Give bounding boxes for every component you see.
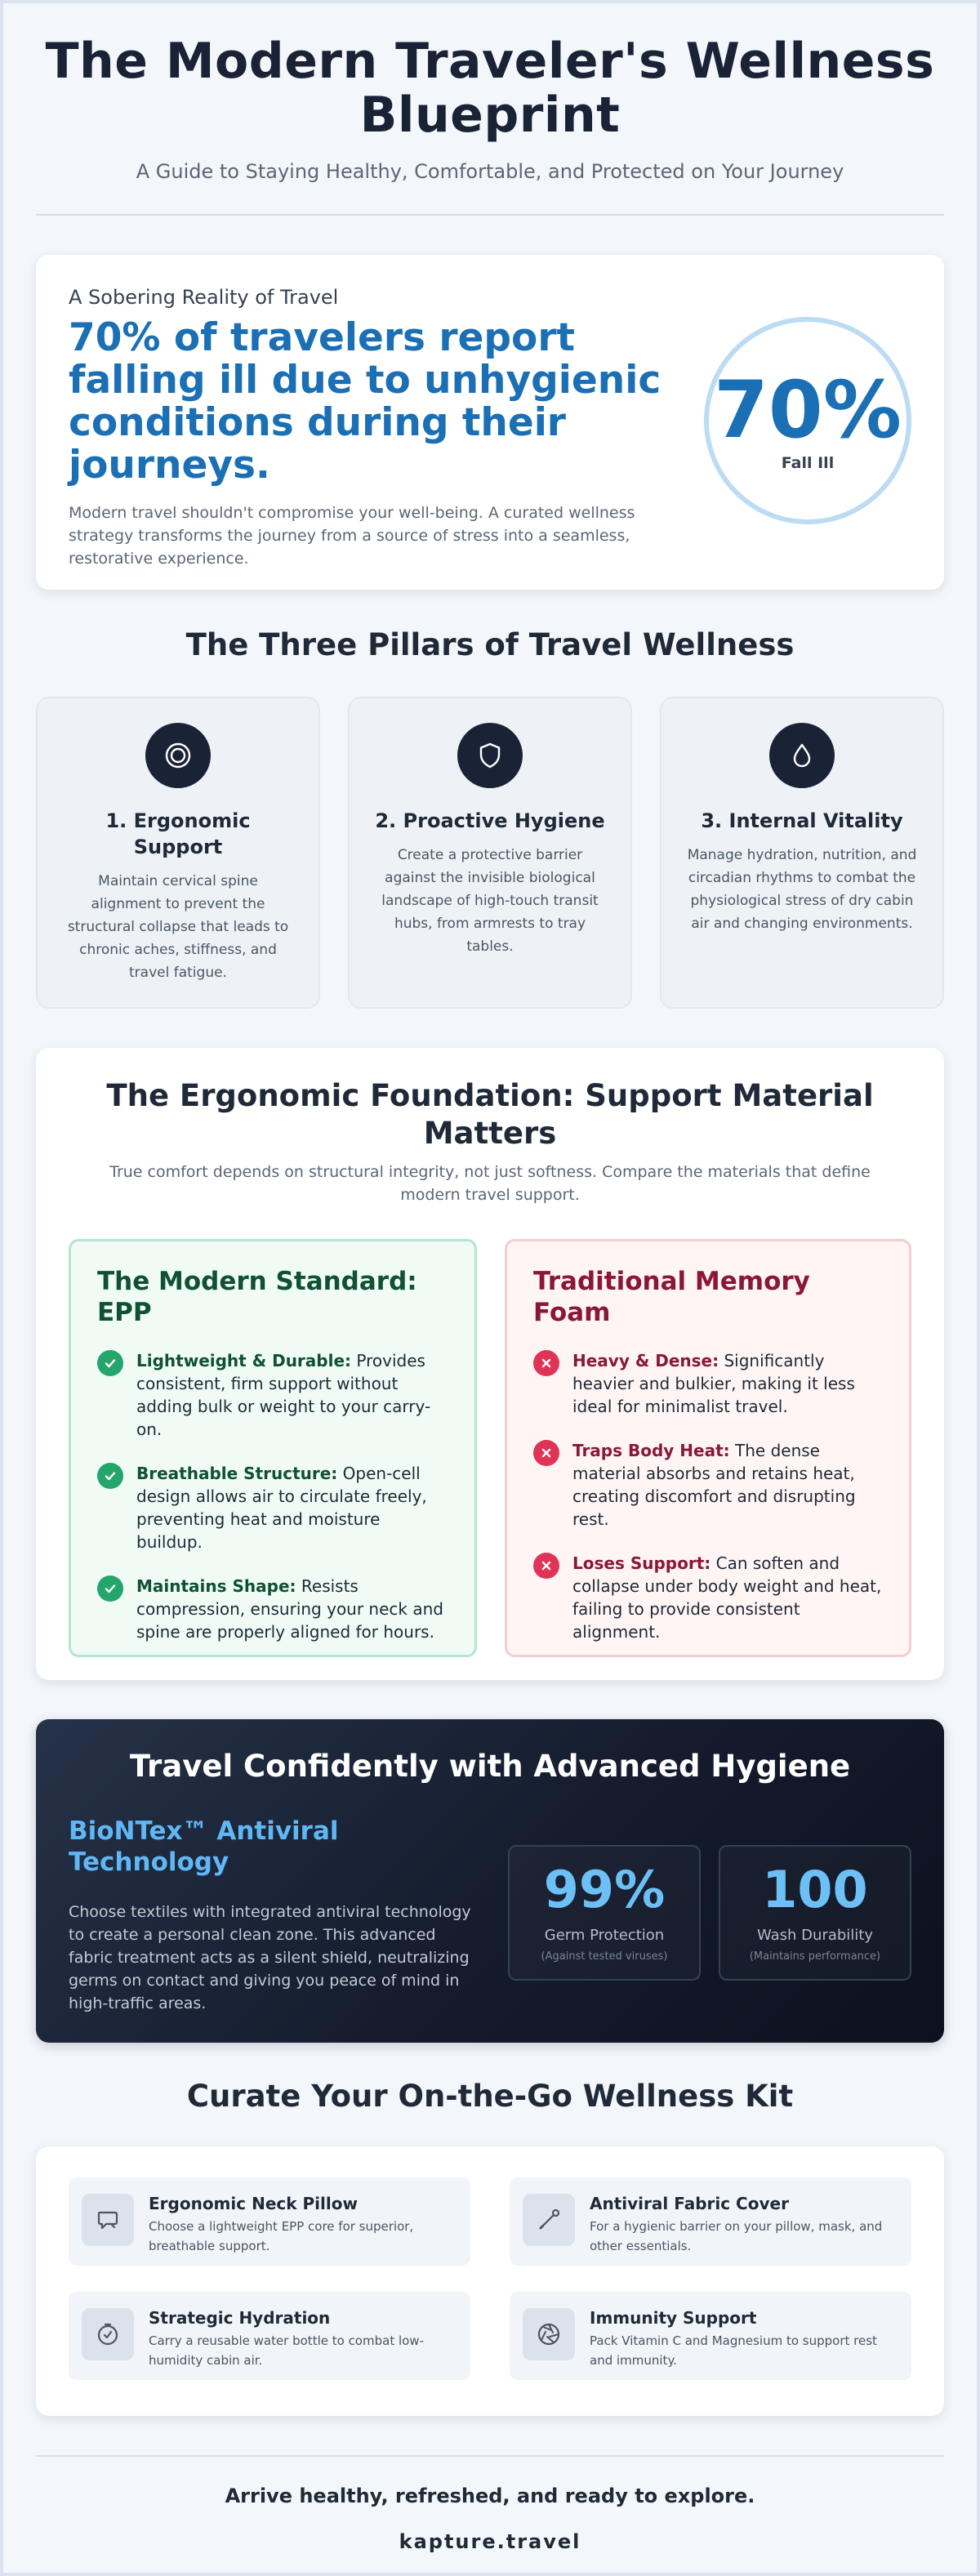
aperture-icon bbox=[523, 2308, 575, 2360]
stat-card bbox=[36, 255, 944, 590]
ergonomic-section bbox=[36, 1048, 944, 1680]
kit-item bbox=[510, 2177, 911, 2266]
kit-item-desc: Pack Vitamin C and Magnesium to support rest and immunity. bbox=[590, 2333, 877, 2368]
wellness-kit bbox=[36, 2146, 944, 2416]
con-point-body: The dense material absorbs and retains heat, creating discomfort and disrupting rest. bbox=[572, 1441, 856, 1529]
kit-item-name: Antiviral Fabric Cover bbox=[590, 2194, 789, 2213]
metric-note: (Maintains performance) bbox=[749, 1950, 881, 1963]
pillow-icon bbox=[82, 2194, 134, 2246]
pro-point-body: Resists compression, ensuring your neck and spine are properly aligned for hours. bbox=[136, 1576, 443, 1642]
con-point-title: Heavy & Dense: bbox=[572, 1351, 719, 1370]
hygiene-section bbox=[36, 1719, 944, 2043]
water-bottle-icon bbox=[82, 2308, 134, 2360]
hygiene-subtitle: BioNTex™ Antiviral Technology bbox=[69, 1816, 339, 1877]
metric-value: 99% bbox=[543, 1860, 666, 1919]
x-icon bbox=[533, 1553, 559, 1579]
stat-eyebrow: A Sobering Reality of Travel bbox=[69, 286, 339, 309]
kit-title: Curate Your On-the-Go Wellness Kit bbox=[186, 2079, 794, 2114]
kit-item-text bbox=[590, 2308, 898, 2368]
metric-label: Germ Protection bbox=[544, 1927, 665, 1944]
kit-item-name: Ergonomic Neck Pillow bbox=[149, 2194, 358, 2213]
metric-value: 100 bbox=[762, 1860, 868, 1919]
con-point-body: Can soften and collapse under body weight and heat, failing to provide consistent alignment. bbox=[572, 1553, 882, 1642]
con-point bbox=[533, 1349, 883, 1418]
kit-item bbox=[69, 2292, 470, 2380]
page-title: The Modern Traveler's Wellness Blueprint bbox=[45, 33, 935, 144]
kit-item-text bbox=[149, 2308, 457, 2368]
hygiene-description bbox=[69, 1816, 477, 2015]
pillar-vitality bbox=[660, 697, 944, 1009]
memory-foam-title: Traditional Memory Foam bbox=[533, 1267, 810, 1327]
material-comparison bbox=[69, 1239, 911, 1657]
check-icon bbox=[97, 1350, 123, 1376]
pro-point-text bbox=[136, 1349, 448, 1441]
check-icon bbox=[97, 1575, 123, 1602]
page-subtitle: A Guide to Staying Healthy, Comfortable, and Protected on Your Journey bbox=[136, 160, 844, 183]
kit-item bbox=[510, 2292, 911, 2380]
epp-column bbox=[69, 1239, 477, 1657]
footer-brand: kapture.travel bbox=[399, 2530, 581, 2553]
hygiene-body: Choose textiles with integrated antiviral technology to create a personal clean zone. This advanced fabric treatment acts as a silent shield, neutralizing germs on contact and giving you peace of mind in high-traffic areas. bbox=[69, 1903, 471, 2012]
kit-item-desc: Carry a reusable water bottle to combat low-humidity cabin air. bbox=[149, 2333, 424, 2368]
pillars bbox=[36, 697, 944, 1009]
pro-point-title: Maintains Shape: bbox=[136, 1576, 296, 1596]
con-point-body: Significantly heavier and bulkier, making it less ideal for minimalist travel. bbox=[572, 1351, 855, 1416]
stat-circle-label: Fall Ill bbox=[781, 454, 835, 472]
header-divider bbox=[36, 214, 944, 216]
pro-point-title: Breathable Structure: bbox=[136, 1464, 338, 1483]
stat-headline: 70% of travelers report falling ill due to unhygienic conditions during their journeys. bbox=[69, 315, 662, 488]
con-point-text bbox=[572, 1552, 883, 1643]
memory-foam-column bbox=[505, 1239, 911, 1657]
shield-icon bbox=[457, 723, 523, 788]
con-point-text bbox=[572, 1349, 883, 1418]
pro-point-text bbox=[136, 1575, 448, 1643]
pillars-title: The Three Pillars of Travel Wellness bbox=[185, 627, 795, 662]
pillar-hygiene bbox=[348, 697, 632, 1009]
epp-title: The Modern Standard: EPP bbox=[97, 1267, 417, 1327]
pro-point bbox=[97, 1575, 448, 1643]
pro-point-text bbox=[136, 1462, 448, 1553]
metric-wash-durability bbox=[719, 1845, 911, 1981]
x-icon bbox=[533, 1440, 559, 1466]
ergonomic-subtitle: True comfort depends on structural integrity, not just softness. Compare the materials that define modern travel support. bbox=[109, 1163, 871, 1204]
con-point-title: Loses Support: bbox=[572, 1553, 711, 1573]
pro-point-body: Provides consistent, firm support without adding bulk or weight to your carry-on. bbox=[136, 1351, 431, 1439]
pillar-title: 3. Internal Vitality bbox=[701, 809, 903, 832]
x-icon bbox=[533, 1350, 559, 1376]
stat-body: Modern travel shouldn't compromise your well-being. A curated wellness strategy transforms the journey from a source of stress into a seamless, restorative experience. bbox=[69, 504, 635, 568]
pillar-title: 1. Ergonomic Support bbox=[105, 809, 251, 858]
kit-item-desc: Choose a lightweight EPP core for superior, breathable support. bbox=[149, 2219, 414, 2253]
kit-item bbox=[69, 2177, 470, 2266]
kit-item-name: Strategic Hydration bbox=[149, 2308, 331, 2328]
pro-point bbox=[97, 1462, 448, 1553]
pillar-desc: Maintain cervical spine alignment to prevent the structural collapse that leads to chronic aches, stiffness, and travel fatigue. bbox=[67, 873, 289, 981]
metric-label: Wash Durability bbox=[756, 1927, 874, 1944]
ergonomic-title: The Ergonomic Foundation: Support Material Matters bbox=[106, 1078, 874, 1151]
needle-icon bbox=[523, 2194, 575, 2246]
metric-germ-protection bbox=[508, 1845, 701, 1981]
pillar-title: 2. Proactive Hygiene bbox=[375, 809, 605, 832]
footer-divider bbox=[36, 2455, 944, 2457]
kit-item-name: Immunity Support bbox=[590, 2308, 757, 2328]
pillar-ergonomic bbox=[36, 697, 320, 1009]
kit-grid bbox=[69, 2177, 911, 2380]
hygiene-title: Travel Confidently with Advanced Hygiene bbox=[129, 1749, 851, 1784]
con-point-title: Traps Body Heat: bbox=[572, 1441, 730, 1460]
pro-point-body: Open-cell design allows air to circulate freely, preventing heat and moisture buildup. bbox=[136, 1464, 427, 1552]
pro-point bbox=[97, 1349, 448, 1441]
header bbox=[36, 34, 944, 183]
con-point bbox=[533, 1439, 883, 1531]
stat-circle bbox=[704, 317, 911, 524]
kit-item-text bbox=[149, 2194, 457, 2253]
metric-note: (Against tested viruses) bbox=[541, 1950, 668, 1963]
con-point-text bbox=[572, 1439, 883, 1531]
stat-circle-value: 70% bbox=[714, 364, 902, 456]
kit-item-desc: For a hygienic barrier on your pillow, mask, and other essentials. bbox=[590, 2219, 883, 2253]
kit-item-text bbox=[590, 2194, 898, 2253]
con-point bbox=[533, 1552, 883, 1643]
droplet-icon bbox=[769, 723, 835, 788]
check-icon bbox=[97, 1463, 123, 1489]
target-icon bbox=[145, 723, 211, 788]
hygiene-metrics bbox=[508, 1845, 911, 1981]
pillar-desc: Create a protective barrier against the invisible biological landscape of high-touch transit hubs, from armrests to tray tables. bbox=[381, 847, 599, 955]
pillar-desc: Manage hydration, nutrition, and circadian rhythms to combat the physiological stress of dry cabin air and changing environments. bbox=[687, 847, 917, 932]
pro-point-title: Lightweight & Durable: bbox=[136, 1351, 352, 1370]
footer-tagline: Arrive healthy, refreshed, and ready to explore. bbox=[225, 2485, 755, 2507]
